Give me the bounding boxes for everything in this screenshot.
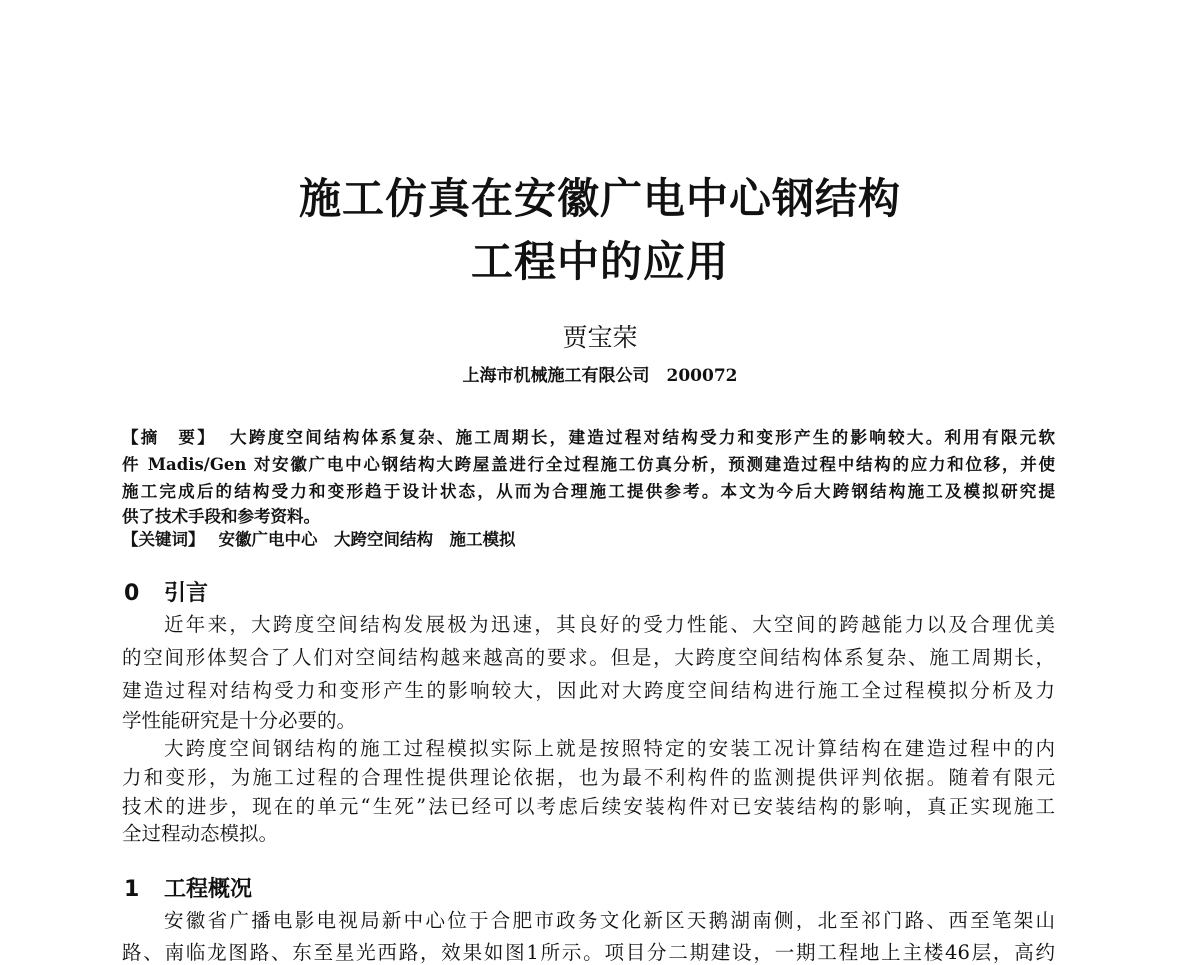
- section-number: 1: [124, 877, 140, 902]
- section-title: 工程概况: [164, 877, 253, 902]
- body-line: 路、南临龙图路、东至星光西路，效果如图1所示。项目分二期建设，一期工程地上主楼46层，高约: [122, 941, 1055, 964]
- paper-title-line-1: 施工仿真在安徽广电中心钢结构: [298, 174, 901, 223]
- abstract-line: 施工完成后的结构受力和变形趋于设计状态，从而为合理施工提供参考。本文为今后大跨钢结构施工及模拟研究提: [122, 482, 1055, 501]
- section-heading-0: [124, 576, 208, 607]
- body-line: 建造过程对结构受力和变形产生的影响较大，因此对大跨度空间结构进行施工全过程模拟分析及力: [122, 679, 1055, 702]
- body-line: 学性能研究是十分必要的。: [122, 709, 357, 732]
- section-title: 引言: [164, 581, 209, 606]
- section-heading-1: [124, 872, 252, 903]
- abstract-line: [122, 424, 1055, 448]
- body-line: 大跨度空间钢结构的施工过程模拟实际上就是按照特定的安装工况计算结构在建造过程中的内: [164, 737, 1055, 760]
- body-line: 技术的进步，现在的单元“生死”法已经可以考虑后续安装构件对已安装结构的影响，真正实现施工: [122, 795, 1055, 818]
- keywords-line: [122, 526, 1055, 550]
- author-affiliation: 上海市机械施工有限公司 200072: [462, 366, 738, 386]
- abstract-line: 件 Madis/Gen 对安徽广电中心钢结构大跨屋盖进行全过程施工仿真分析，预测建造过程中结构的应力和位移，并使: [122, 455, 1055, 474]
- body-line: 的空间形体契合了人们对空间结构越来越高的要求。但是，大跨度空间结构体系复杂、施工周期长，: [122, 646, 1055, 669]
- paper-title-line-2: 工程中的应用: [470, 237, 729, 286]
- body-line: 安徽省广播电影电视局新中心位于合肥市政务文化新区天鹅湖南侧，北至祁门路、西至笔架山: [164, 909, 1055, 932]
- keywords-label: 【关键词】: [122, 530, 205, 549]
- abstract-text: 大跨度空间结构体系复杂、施工周期长，建造过程对结构受力和变形产生的影响较大。利用有限元软: [230, 428, 1056, 447]
- body-line: 全过程动态模拟。: [122, 822, 279, 845]
- body-line: 力和变形，为施工过程的合理性提供理论依据，也为最不利构件的监测提供评判依据。随着有限元: [122, 766, 1055, 789]
- section-number: 0: [124, 581, 140, 606]
- body-line: 近年来，大跨度空间结构发展极为迅速，其良好的受力性能、大空间的跨越能力以及合理优美: [164, 613, 1055, 636]
- author-name: 贾宝荣: [562, 323, 638, 352]
- abstract-line: 供了技术手段和参考资料。: [122, 507, 320, 526]
- abstract-label: 【摘 要】: [122, 428, 217, 447]
- keywords-text: 安徽广电中心 大跨空间结构 施工模拟: [218, 530, 516, 549]
